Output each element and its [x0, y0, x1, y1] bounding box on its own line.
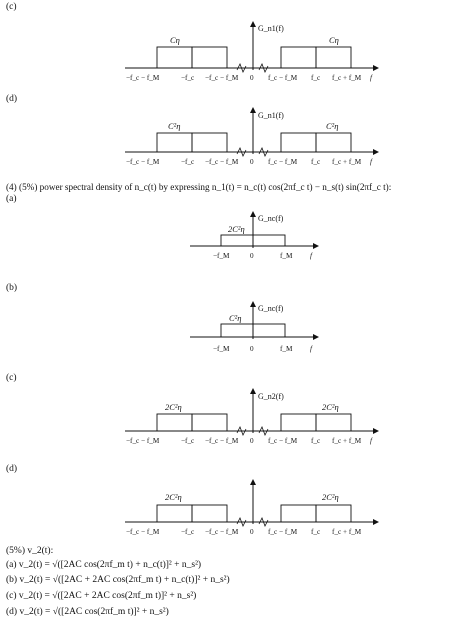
- y-label: G_n2(f): [258, 392, 284, 401]
- svg-text:0: 0: [250, 74, 254, 82]
- svg-text:f_c: f_c: [311, 528, 321, 536]
- svg-text:−f_c: −f_c: [181, 528, 195, 536]
- svg-text:0: 0: [250, 252, 254, 260]
- svg-text:0: 0: [250, 528, 254, 536]
- psd-block-left-1: [157, 47, 192, 68]
- svg-text:f_c: f_c: [311, 437, 321, 445]
- option-b: (b) v_2(t) = √([2AC + 2AC cos(2πf_m t) + n_c(t)]² + n_s²): [6, 575, 230, 585]
- label-d-1: (d): [6, 94, 18, 104]
- tick-labels: [126, 74, 373, 82]
- svg-text:f_c: f_c: [311, 74, 321, 82]
- tick-labels: [213, 345, 313, 353]
- label-d-4: (d): [6, 464, 18, 474]
- block-label-left: Cη: [170, 35, 180, 45]
- option-d: (d) v_2(t) = √([2AC cos(2πf_m t)]² + n_s²): [6, 607, 169, 617]
- psd-block-right-2: [316, 414, 351, 431]
- diagram-gn1-d: [125, 108, 378, 166]
- svg-text:−f_c − f_M: −f_c − f_M: [205, 437, 239, 445]
- psd-block-left-1: [157, 133, 192, 152]
- block-label-left: 2C²η: [165, 492, 182, 502]
- question-4-text: (4) (5%) power spectral density of n_c(t) by expressing n_1(t) = n_c(t) cos(2πf_c t) − n_s(t) sin(2πf_c t):: [6, 182, 392, 192]
- svg-text:0: 0: [250, 437, 254, 445]
- svg-text:f_c + f_M: f_c + f_M: [332, 437, 362, 445]
- block-label-left: 2C²η: [165, 402, 182, 412]
- svg-text:f: f: [370, 158, 372, 166]
- svg-text:−f_c: −f_c: [181, 437, 195, 445]
- block-label-right: 2C²η: [322, 402, 339, 412]
- block-label: 2C²η: [228, 224, 245, 234]
- svg-text:−f_M: −f_M: [213, 345, 230, 353]
- psd-block-right-2: [316, 47, 351, 68]
- tick-labels: [126, 158, 373, 166]
- diagram-gnc-a: [190, 212, 318, 260]
- y-label: G_n1(f): [258, 111, 284, 120]
- svg-text:−f_c: −f_c: [181, 158, 195, 166]
- psd-block-right-1: [281, 505, 316, 522]
- block-label-left: C²η: [168, 121, 181, 131]
- diagram-gn1-c: [125, 22, 378, 82]
- svg-text:f_c + f_M: f_c + f_M: [332, 74, 362, 82]
- option-a: (a) v_2(t) = √([2AC cos(2πf_m t) + n_c(t)]² + n_s²): [6, 560, 202, 570]
- psd-block-left-1: [157, 505, 192, 522]
- block-label-right: C²η: [326, 121, 339, 131]
- psd-block-left-2: [192, 505, 227, 522]
- svg-text:f_c + f_M: f_c + f_M: [332, 158, 362, 166]
- psd-block-left-1: [157, 414, 192, 431]
- svg-text:f_c: f_c: [311, 158, 321, 166]
- block-label: C²η: [229, 313, 242, 323]
- label-c-1: (c): [6, 2, 17, 12]
- svg-text:f: f: [370, 74, 372, 82]
- svg-text:0: 0: [250, 158, 254, 166]
- psd-block-left-2: [192, 133, 227, 152]
- svg-text:−f_c − f_M: −f_c − f_M: [205, 158, 239, 166]
- psd-block-left-2: [192, 414, 227, 431]
- diagram-gn2-c: [125, 389, 378, 445]
- tick-labels: [213, 252, 313, 260]
- label-a-4: (a): [6, 194, 17, 204]
- psd-block-right-1: [281, 133, 316, 152]
- tick-labels: [126, 528, 362, 536]
- psd-block-right-2: [316, 505, 351, 522]
- block-label-right: Cη: [329, 35, 339, 45]
- svg-text:−f_c − f_M: −f_c − f_M: [126, 528, 160, 536]
- y-label: G_n1(f): [258, 24, 284, 33]
- svg-text:f: f: [310, 252, 312, 260]
- psd-block-right-1: [281, 47, 316, 68]
- svg-text:0: 0: [250, 345, 254, 353]
- svg-text:−f_c − f_M: −f_c − f_M: [126, 437, 160, 445]
- y-label: G_nc(f): [258, 214, 284, 223]
- question-5-text: (5%) v_2(t):: [6, 546, 54, 556]
- psd-block-right-2: [316, 133, 351, 152]
- label-c-4: (c): [6, 373, 17, 383]
- psd-block-right-1: [281, 414, 316, 431]
- option-c: (c) v_2(t) = √([2AC + 2AC cos(2πf_m t)]² + n_s²): [6, 591, 197, 601]
- tick-labels: [126, 437, 373, 445]
- svg-text:−f_c − f_M: −f_c − f_M: [126, 74, 160, 82]
- svg-text:−f_c: −f_c: [181, 74, 195, 82]
- svg-text:−f_M: −f_M: [213, 252, 230, 260]
- svg-text:f_c − f_M: f_c − f_M: [268, 437, 298, 445]
- svg-text:f_M: f_M: [280, 345, 293, 353]
- svg-text:f: f: [310, 345, 312, 353]
- psd-block-left-2: [192, 47, 227, 68]
- y-label: G_nc(f): [258, 304, 284, 313]
- svg-text:f_c − f_M: f_c − f_M: [268, 74, 298, 82]
- svg-text:f_M: f_M: [280, 252, 293, 260]
- svg-text:−f_c − f_M: −f_c − f_M: [126, 158, 160, 166]
- svg-text:f: f: [370, 437, 372, 445]
- label-b-4: (b): [6, 283, 18, 293]
- svg-text:f_c − f_M: f_c − f_M: [268, 158, 298, 166]
- svg-text:f_c + f_M: f_c + f_M: [332, 528, 362, 536]
- diagram-gnc-b: [190, 302, 318, 353]
- svg-text:−f_c − f_M: −f_c − f_M: [205, 74, 239, 82]
- svg-text:−f_c − f_M: −f_c − f_M: [205, 528, 239, 536]
- block-label-right: 2C²η: [322, 492, 339, 502]
- svg-text:f_c − f_M: f_c − f_M: [268, 528, 298, 536]
- diagram-gn2-d: [125, 480, 378, 536]
